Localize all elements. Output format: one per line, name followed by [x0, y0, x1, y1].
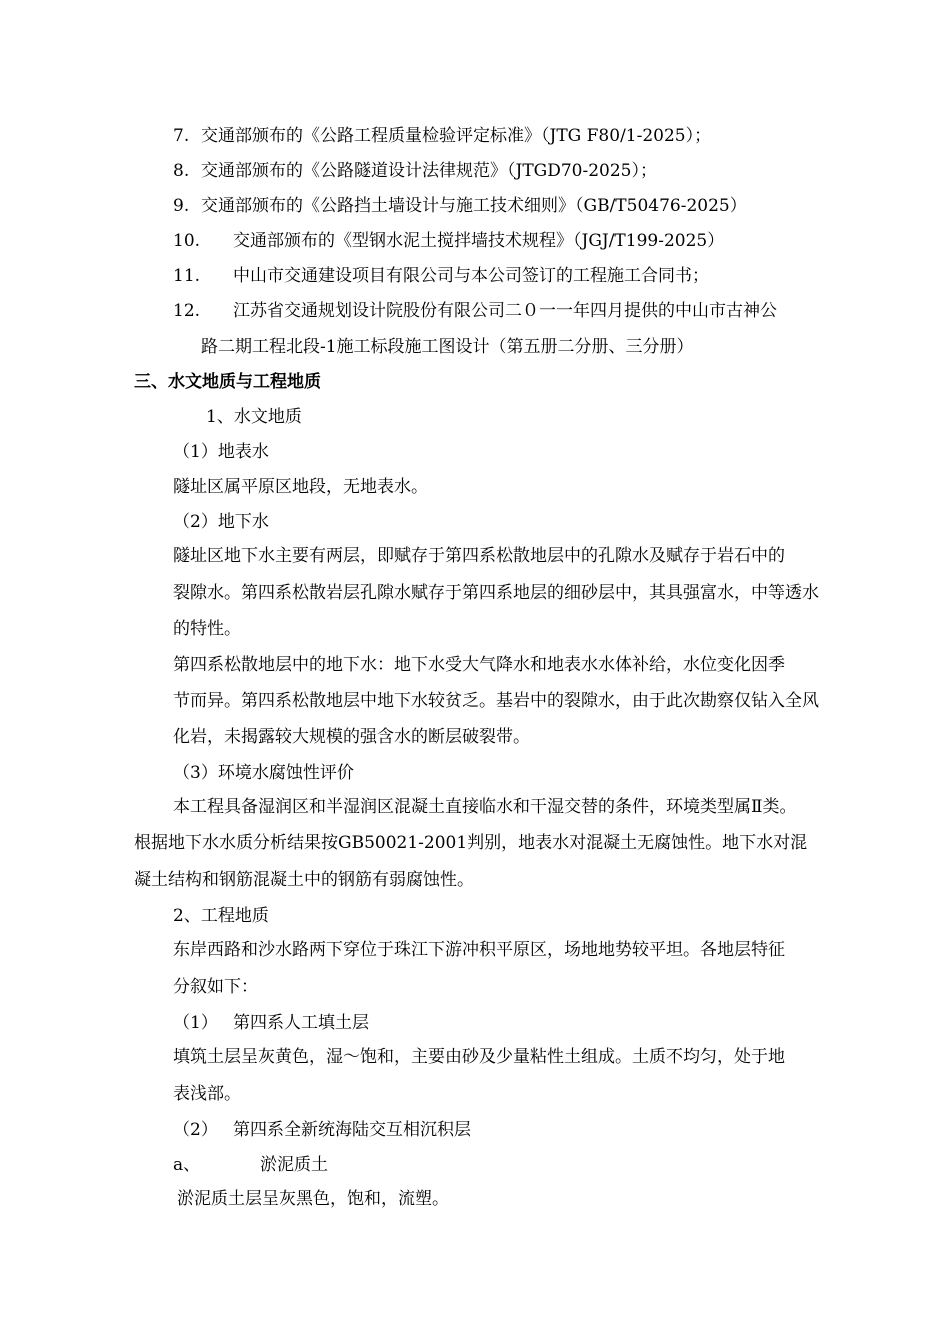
reference-number: 9. [173, 196, 190, 216]
paragraph-line: 裂隙水。第四系松散岩层孔隙水赋存于第四系地层的细砂层中，其具强富水，中等透水 [173, 583, 819, 603]
paragraph-line: 隧址区属平原区地段，无地表水。 [173, 477, 428, 497]
item-title-text: 第四系人工填土层 [233, 1013, 369, 1033]
paragraph-line: 隧址区地下水主要有两层，即赋存于第四系松散地层中的孔隙水及赋存于岩石中的 [173, 546, 785, 566]
paragraph-line: 本工程具备湿润区和半湿润区混凝土直接临水和干湿交替的条件，环境类型属Ⅱ类。 [173, 797, 797, 817]
reference-text: 交通部颁布的《公路工程质量检验评定标准》（JTG F80/1-2025）； [201, 126, 712, 146]
reference-number: 7. [173, 126, 190, 146]
item-title-text: 淤泥质土 [260, 1155, 328, 1175]
item-title-text: 第四系全新统海陆交互相沉积层 [233, 1120, 471, 1140]
item-title-marine-deposit [173, 1119, 471, 1141]
reference-text: 中山市交通建设项目有限公司与本公司签订的工程施工合同书； [233, 266, 709, 286]
paragraph-line: 表浅部。 [173, 1084, 241, 1104]
paragraph-line: 根据地下水水质分析结果按GB50021-2001判别，地表水对混凝土无腐蚀性。地下水对混 [134, 833, 808, 853]
paragraph-line: 分叙如下： [173, 977, 258, 997]
paragraph-line: 第四系松散地层中的地下水：地下水受大气降水和地表水水体补给，水位变化因季 [173, 655, 785, 675]
reference-item-10 [173, 230, 724, 252]
item-number: （2） [173, 1120, 218, 1140]
item-title-groundwater: （2）地下水 [173, 512, 269, 532]
reference-item-9 [173, 195, 747, 217]
subsection-title-hydrogeology: 1、水文地质 [206, 407, 302, 427]
paragraph-line: 节而异。第四系松散地层中地下水较贫乏。基岩中的裂隙水，由于此次勘察仅钻入全风 [173, 691, 819, 711]
reference-number: 8. [173, 161, 190, 181]
reference-number: 11. [173, 266, 201, 286]
item-title-corrosion-evaluation: （3）环境水腐蚀性评价 [173, 763, 354, 783]
reference-item-7 [173, 125, 711, 147]
reference-text: 江苏省交通规划设计院股份有限公司二０一一年四月提供的中山市古神公 [233, 301, 777, 321]
reference-number: 12. [173, 301, 201, 321]
reference-text: 交通部颁布的《公路挡土墙设计与施工技术细则》（GB/T50476-2025） [201, 196, 747, 216]
paragraph-line: 东岸西路和沙水路两下穿位于珠江下游冲积平原区，场地地势较平坦。各地层特征 [173, 940, 785, 960]
reference-item-11 [173, 265, 709, 287]
subsection-title-engineering-geology: 2、工程地质 [173, 906, 269, 926]
item-title-silt [173, 1154, 328, 1176]
item-number: （1） [173, 1013, 218, 1033]
reference-item-8 [173, 160, 657, 182]
reference-item-12-continuation: 路二期工程北段-1施工标段施工图设计（第五册二分册、三分册） [201, 337, 694, 357]
paragraph-line: 填筑土层呈灰黄色，湿～饱和，主要由砂及少量粘性土组成。土质不均匀，处于地 [173, 1047, 785, 1067]
reference-text: 交通部颁布的《公路隧道设计法律规范》（JTGD70-2025）； [201, 161, 658, 181]
reference-number: 10. [173, 231, 201, 251]
item-title-surface-water: （1）地表水 [173, 442, 269, 462]
paragraph-line: 化岩，未揭露较大规模的强含水的断层破裂带。 [173, 727, 530, 747]
item-title-fill-layer [173, 1012, 369, 1034]
paragraph-line: 的特性。 [173, 619, 241, 639]
section-heading: 三、水文地质与工程地质 [134, 372, 321, 392]
reference-item-12 [173, 300, 777, 322]
reference-text: 交通部颁布的《型钢水泥土搅拌墙技术规程》（JGJ/T199-2025） [233, 231, 725, 251]
item-number: a、 [173, 1155, 201, 1175]
paragraph-line: 凝土结构和钢筋混凝土中的钢筋有弱腐蚀性。 [134, 870, 474, 890]
paragraph-line: 淤泥质土层呈灰黑色，饱和，流塑。 [177, 1189, 449, 1209]
